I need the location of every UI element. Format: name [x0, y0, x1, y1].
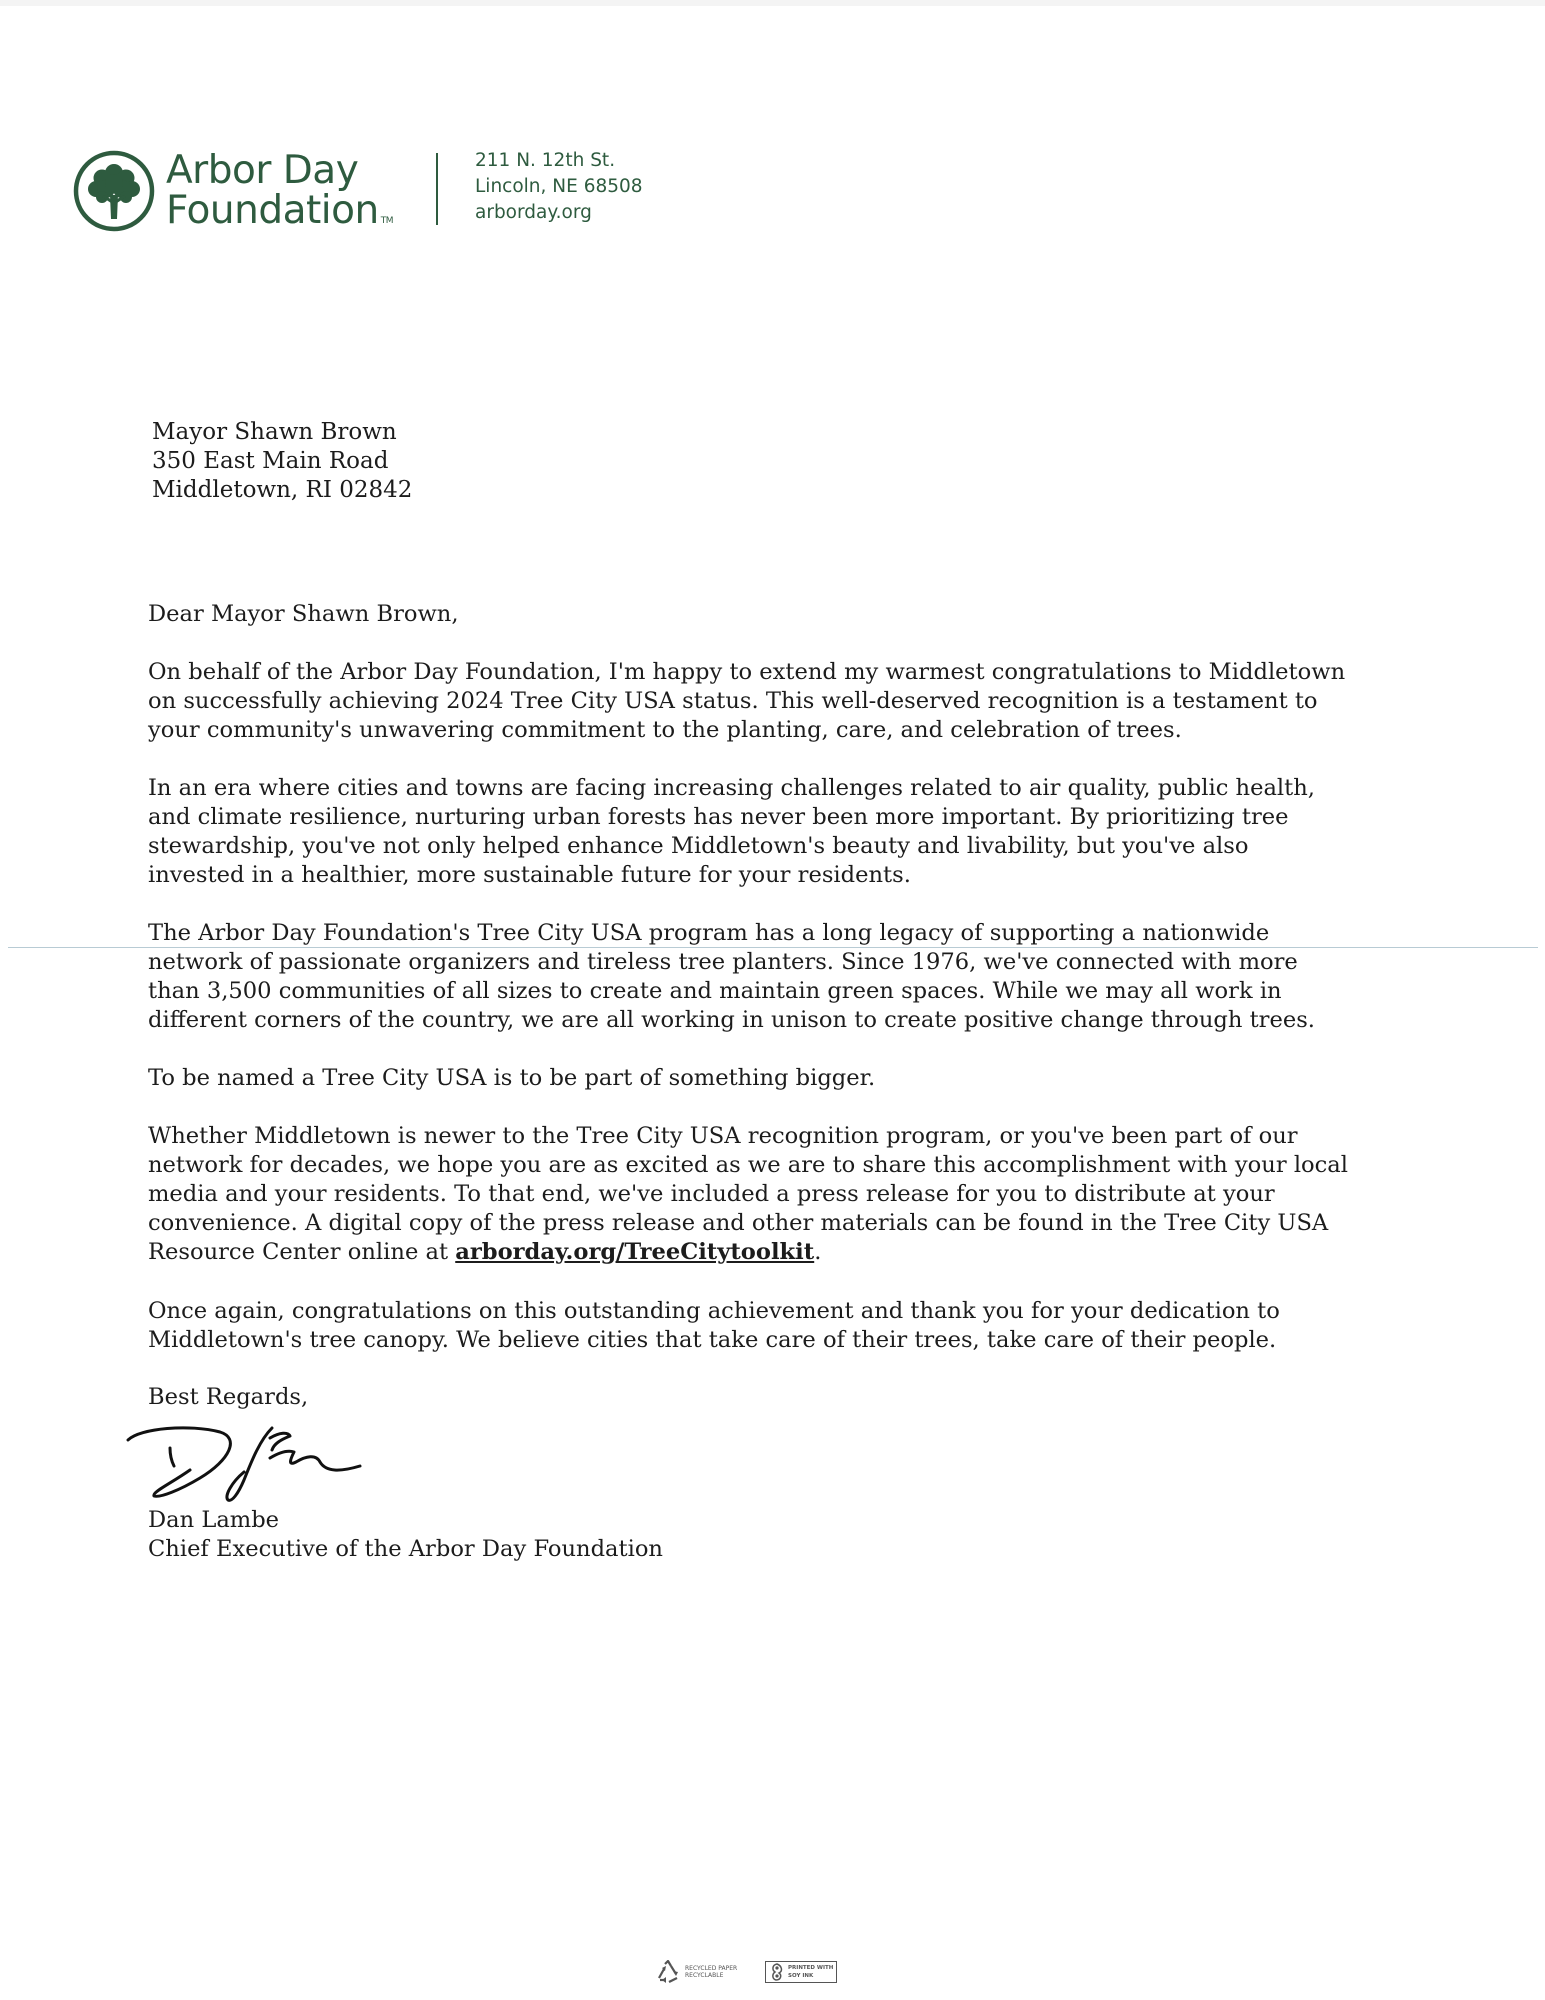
address-city: Lincoln, NE 68508 [475, 176, 643, 197]
foundation-address [475, 148, 643, 226]
soy-line-2: SOY INK [788, 1973, 814, 1979]
scan-top-edge [0, 0, 1545, 6]
recycled-line-1: RECYCLED PAPER [685, 1965, 738, 1972]
recipient-address [152, 418, 412, 505]
paragraph-6-text: Once again, congratulations on this outstanding achievement and thank you for your dedication to Middletown's tree canopy. We believe cities that take care of their trees, take care of their people. [148, 1298, 1280, 1353]
address-street: 211 N. 12th St. [475, 150, 616, 171]
signer-name: Dan Lambe [148, 1507, 280, 1533]
recycle-icon [655, 1960, 681, 1984]
recipient-name: Mayor Shawn Brown [152, 419, 397, 445]
closing-text: Best Regards, [148, 1384, 309, 1410]
signer-title: Chief Executive of the Arbor Day Foundation [148, 1536, 663, 1562]
salutation [148, 600, 1348, 629]
recipient-city: Middletown, RI 02842 [152, 477, 413, 503]
brand-line-2: Foundation [166, 188, 379, 233]
tree-logo-icon [72, 149, 156, 233]
soy-line-1: PRINTED WITH [788, 1965, 834, 1971]
paragraph-3 [148, 919, 1348, 1035]
brand-line-1: Arbor Day [166, 148, 359, 193]
footer-print-marks [655, 1960, 837, 1984]
letterhead-divider [436, 153, 438, 225]
paragraph-1-text: On behalf of the Arbor Day Foundation, I'm happy to extend my warmest congratulations to Middletown on successfully achieving 2024 Tree City USA status. This well-deserved recognition is a testament to your community's unwavering commitment to the planting, care, and celebration of trees. [148, 659, 1346, 743]
paragraph-5-body: Whether Middletown is newer to the Tree City USA recognition program, or you've been part of our network for decades, we hope you are as excited as we are to share this accomplishment with your local media and your residents. To that end, we've included a press release for you to distribute at your convenience. A digital copy of the press release and other materials can be found in the Tree City USA Resource Center online at [148, 1123, 1348, 1265]
paragraph-2-text: In an era where cities and towns are facing increasing challenges related to air quality, public health, and climate resilience, nurturing urban forests has never been more important. By prioritizing tree stewardship, you've not only helped enhance Middletown's beauty and livability, but you've also invested in a healthier, more sustainable future for your residents. [148, 775, 1315, 888]
soybean-icon [769, 1963, 785, 1981]
soy-ink-mark [765, 1961, 837, 1983]
recipient-street: 350 East Main Road [152, 448, 389, 474]
closing [148, 1383, 1348, 1412]
paragraph-1 [148, 658, 1348, 745]
letterhead [72, 143, 393, 239]
toolkit-link[interactable]: arborday.org/TreeCitytoolkit [455, 1239, 815, 1265]
website-link[interactable]: arborday.org [475, 202, 592, 223]
paragraph-5-text [148, 1122, 1348, 1267]
signer-block [148, 1506, 1348, 1564]
soy-text [788, 1964, 833, 1980]
recycled-line-2: RECYCLABLE [685, 1972, 724, 1979]
paragraph-5-end: . [814, 1239, 822, 1265]
paragraph-4 [148, 1064, 1348, 1093]
recycled-text [685, 1965, 747, 1979]
paragraph-2 [148, 774, 1348, 890]
brand-name [166, 148, 393, 233]
salutation-text: Dear Mayor Shawn Brown, [148, 601, 459, 627]
paragraph-6 [148, 1297, 1348, 1355]
trademark-mark: TM [380, 216, 393, 226]
signature [120, 1410, 420, 1515]
recycled-paper-mark [655, 1960, 747, 1984]
paragraph-5 [148, 1122, 1348, 1267]
paragraph-4-text: To be named a Tree City USA is to be part of something bigger. [148, 1065, 876, 1091]
paragraph-3-text: The Arbor Day Foundation's Tree City USA program has a long legacy of supporting a nationwide network of passionate organizers and tireless tree planters. Since 1976, we've connected with more than 3,500 communities of all sizes to create and maintain green spaces. While we may all work in different corners of the country, we are all working in unison to create positive change through trees. [148, 920, 1315, 1033]
